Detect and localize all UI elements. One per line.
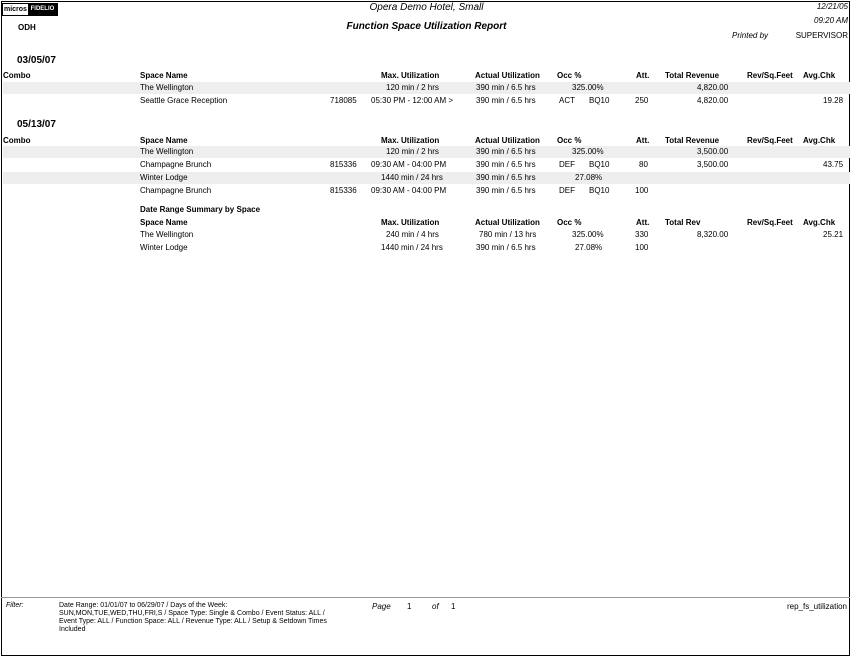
page-total: 1 [451,602,456,611]
col-total-revenue: Total Revenue [665,71,720,80]
table-row: Champagne Brunch 815336 09:30 AM - 04:00 PM 390 min / 6.5 hrs DEF BQ10 80 3,500.00 43.75 [140,160,844,169]
col-occ: Occ % [557,136,582,145]
col-max-utilization: Max. Utilization [381,136,440,145]
report-title: Function Space Utilization Report [346,21,507,32]
summary-col-avg-chk: Avg.Chk [803,218,836,227]
table-row: The Wellington 120 min / 2 hrs 390 min / 6.5 hrs 325.00% 3,500.00 [3,146,850,158]
col-actual-utilization: Actual Utilization [475,136,540,145]
col-att: Att. [636,71,650,80]
col-avg-chk: Avg.Chk [803,136,836,145]
table-row: Winter Lodge 1440 min / 24 hrs 390 min / 6.5 hrs 27.08% [3,172,850,184]
section-date: 03/05/07 [17,55,56,66]
table-row: The Wellington 120 min / 2 hrs 390 min / 6.5 hrs 325.00% 4,820.00 [3,82,850,94]
col-combo: Combo [3,136,31,145]
summary-col-occ: Occ % [557,218,582,227]
report-id: rep_fs_utilization [786,602,847,611]
micros-fidelio-logo: micros FIDELIO [2,3,58,16]
footer-divider [1,597,850,598]
page-number: 1 [407,602,412,611]
col-space-name: Space Name [140,136,188,145]
report-time: 09:20 AM [814,16,848,25]
summary-col-total-rev: Total Rev [665,218,701,227]
col-rev-sqft: Rev/Sq.Feet [747,136,793,145]
summary-col-rev-sqft: Rev/Sq.Feet [747,218,793,227]
summary-col-actual-utilization: Actual Utilization [475,218,540,227]
col-avg-chk: Avg.Chk [803,71,836,80]
col-max-utilization: Max. Utilization [381,71,440,80]
col-rev-sqft: Rev/Sq.Feet [747,71,793,80]
col-occ: Occ % [557,71,582,80]
printed-by-user: SUPERVISOR [795,31,848,40]
summary-col-max-utilization: Max. Utilization [381,218,440,227]
col-combo: Combo [3,71,31,80]
table-row: Champagne Brunch 815336 09:30 AM - 04:00 PM 390 min / 6.5 hrs DEF BQ10 100 [140,186,649,195]
col-space-name: Space Name [140,71,188,80]
filter-label: Filter: [6,602,24,609]
page-label: Page [372,602,391,611]
summary-row: Winter Lodge 1440 min / 24 hrs 390 min / 6.5 hrs 27.08% 100 [140,243,649,252]
report-date: 12/21/05 [816,2,848,11]
summary-title: Date Range Summary by Space [140,205,261,214]
col-att: Att. [636,136,650,145]
section-date: 05/13/07 [17,119,56,130]
property-code: ODH [18,23,36,32]
filter-text: Date Range: 01/01/07 to 06/29/07 / Days of the Week: SUN,MON,TUE,WED,THU,FRI,S / Space Type: Single & Combo / Event Status: ALL / Event Type: ALL / Function Space: ALL / Revenue Type: ALL / Setup & Setdown Times Included [59,602,327,633]
summary-col-space-name: Space Name [140,218,188,227]
summary-row: The Wellington 240 min / 4 hrs 780 min / 13 hrs 325.00% 330 8,320.00 25.21 [140,230,844,239]
col-total-revenue: Total Revenue [665,136,720,145]
table-row: Seattle Grace Reception 718085 05:30 PM - 12:00 AM > 390 min / 6.5 hrs ACT BQ10 250 4,820.00 19.28 [140,96,844,105]
of-label: of [432,602,439,611]
hotel-name: Opera Demo Hotel, Small [369,2,484,13]
printed-by-label: Printed by [732,31,769,40]
summary-col-att: Att. [636,218,650,227]
col-actual-utilization: Actual Utilization [475,71,540,80]
